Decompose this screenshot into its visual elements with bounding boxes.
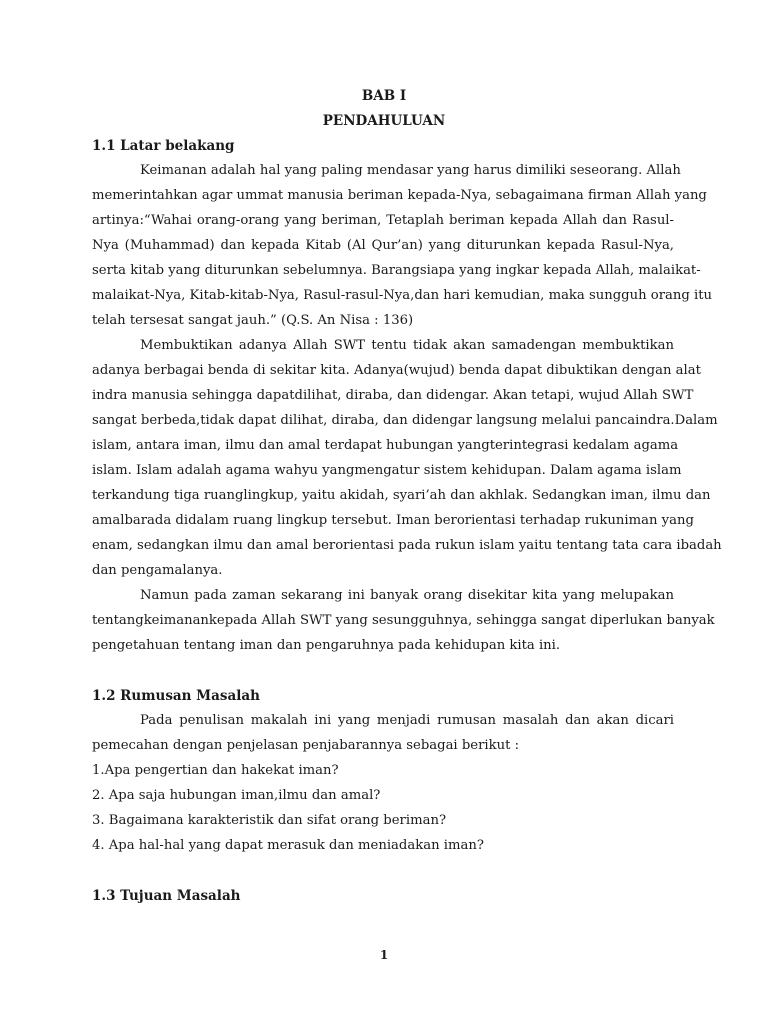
paragraph-line: Membuktikan adanya Allah SWT tentu tidak akan samadengan membuktikan — [140, 338, 674, 353]
page-number: 1 — [379, 948, 389, 962]
list-item: 4. Apa hal-hal yang dapat merasuk dan meniadakan iman? — [92, 838, 484, 853]
paragraph-line: memerintahkan agar ummat manusia beriman kepada-Nya, sebagaimana firman Allah yang — [92, 188, 707, 203]
paragraph-line: pemecahan dengan penjelasan penjabarannya sebagai berikut : — [92, 738, 520, 753]
paragraph-line: terkandung tiga ruanglingkup, yaitu akidah, syari’ah dan akhlak. Sedangkan iman, ilmu dan — [92, 488, 711, 503]
paragraph-line: Nya (Muhammad) dan kepada Kitab (Al Qur’an) yang diturunkan kepada Rasul-Nya, — [92, 238, 674, 253]
paragraph-line: dan pengamalanya. — [92, 563, 223, 578]
list-item: 1.Apa pengertian dan hakekat iman? — [92, 763, 339, 778]
paragraph-line: amalbarada didalam ruang lingkup tersebut. Iman berorientasi terhadap rukuniman yang — [92, 513, 694, 528]
paragraph-line: tentangkeimanankepada Allah SWT yang sesungguhnya, sehingga sangat diperlukan banyak — [92, 613, 715, 628]
chapter-title: PENDAHULUAN — [322, 113, 446, 129]
paragraph-line: serta kitab yang diturunkan sebelumnya. Barangsiapa yang ingkar kepada Allah, malaikat- — [92, 263, 701, 278]
paragraph-line: islam, antara iman, ilmu dan amal terdapat hubungan yangterintegrasi kedalam agama — [92, 438, 679, 453]
paragraph-line: telah tersesat sangat jauh.” (Q.S. An Nisa : 136) — [92, 313, 414, 328]
chapter-number: BAB I — [361, 88, 407, 104]
section-heading-tujuan-masalah: 1.3 Tujuan Masalah — [92, 888, 241, 904]
section-heading-rumusan-masalah: 1.2 Rumusan Masalah — [92, 688, 260, 704]
paragraph-line: adanya berbagai benda di sekitar kita. Adanya(wujud) benda dapat dibuktikan dengan alat — [92, 363, 701, 378]
paragraph-line: pengetahuan tentang iman dan pengaruhnya pada kehidupan kita ini. — [92, 638, 561, 653]
paragraph-line: Namun pada zaman sekarang ini banyak orang disekitar kita yang melupakan — [140, 588, 674, 603]
section-heading-latar-belakang: 1.1 Latar belakang — [92, 138, 235, 154]
paragraph-line: malaikat-Nya, Kitab-kitab-Nya, Rasul-rasul-Nya,dan hari kemudian, maka sungguh orang itu — [92, 288, 713, 303]
paragraph-line: enam, sedangkan ilmu dan amal berorientasi pada rukun islam yaitu tentang tata cara ibadah — [92, 538, 722, 553]
paragraph-line: islam. Islam adalah agama wahyu yangmengatur sistem kehidupan. Dalam agama islam — [92, 463, 682, 478]
paragraph-line: indra manusia sehingga dapatdilihat, diraba, dan didengar. Akan tetapi, wujud Allah SWT — [92, 388, 694, 403]
paragraph-line: Keimanan adalah hal yang paling mendasar yang harus dimiliki seseorang. Allah — [140, 163, 681, 178]
list-item: 3. Bagaimana karakteristik dan sifat orang beriman? — [92, 813, 447, 828]
paragraph-line: Pada penulisan makalah ini yang menjadi rumusan masalah dan akan dicari — [140, 713, 674, 728]
paragraph-line: sangat berbeda,tidak dapat dilihat, diraba, dan didengar langsung melalui pancaindra.Dalam — [92, 413, 718, 428]
paragraph-line: artinya:“Wahai orang-orang yang beriman, Tetaplah beriman kepada Allah dan Rasul- — [92, 213, 674, 228]
list-item: 2. Apa saja hubungan iman,ilmu dan amal? — [92, 788, 381, 803]
